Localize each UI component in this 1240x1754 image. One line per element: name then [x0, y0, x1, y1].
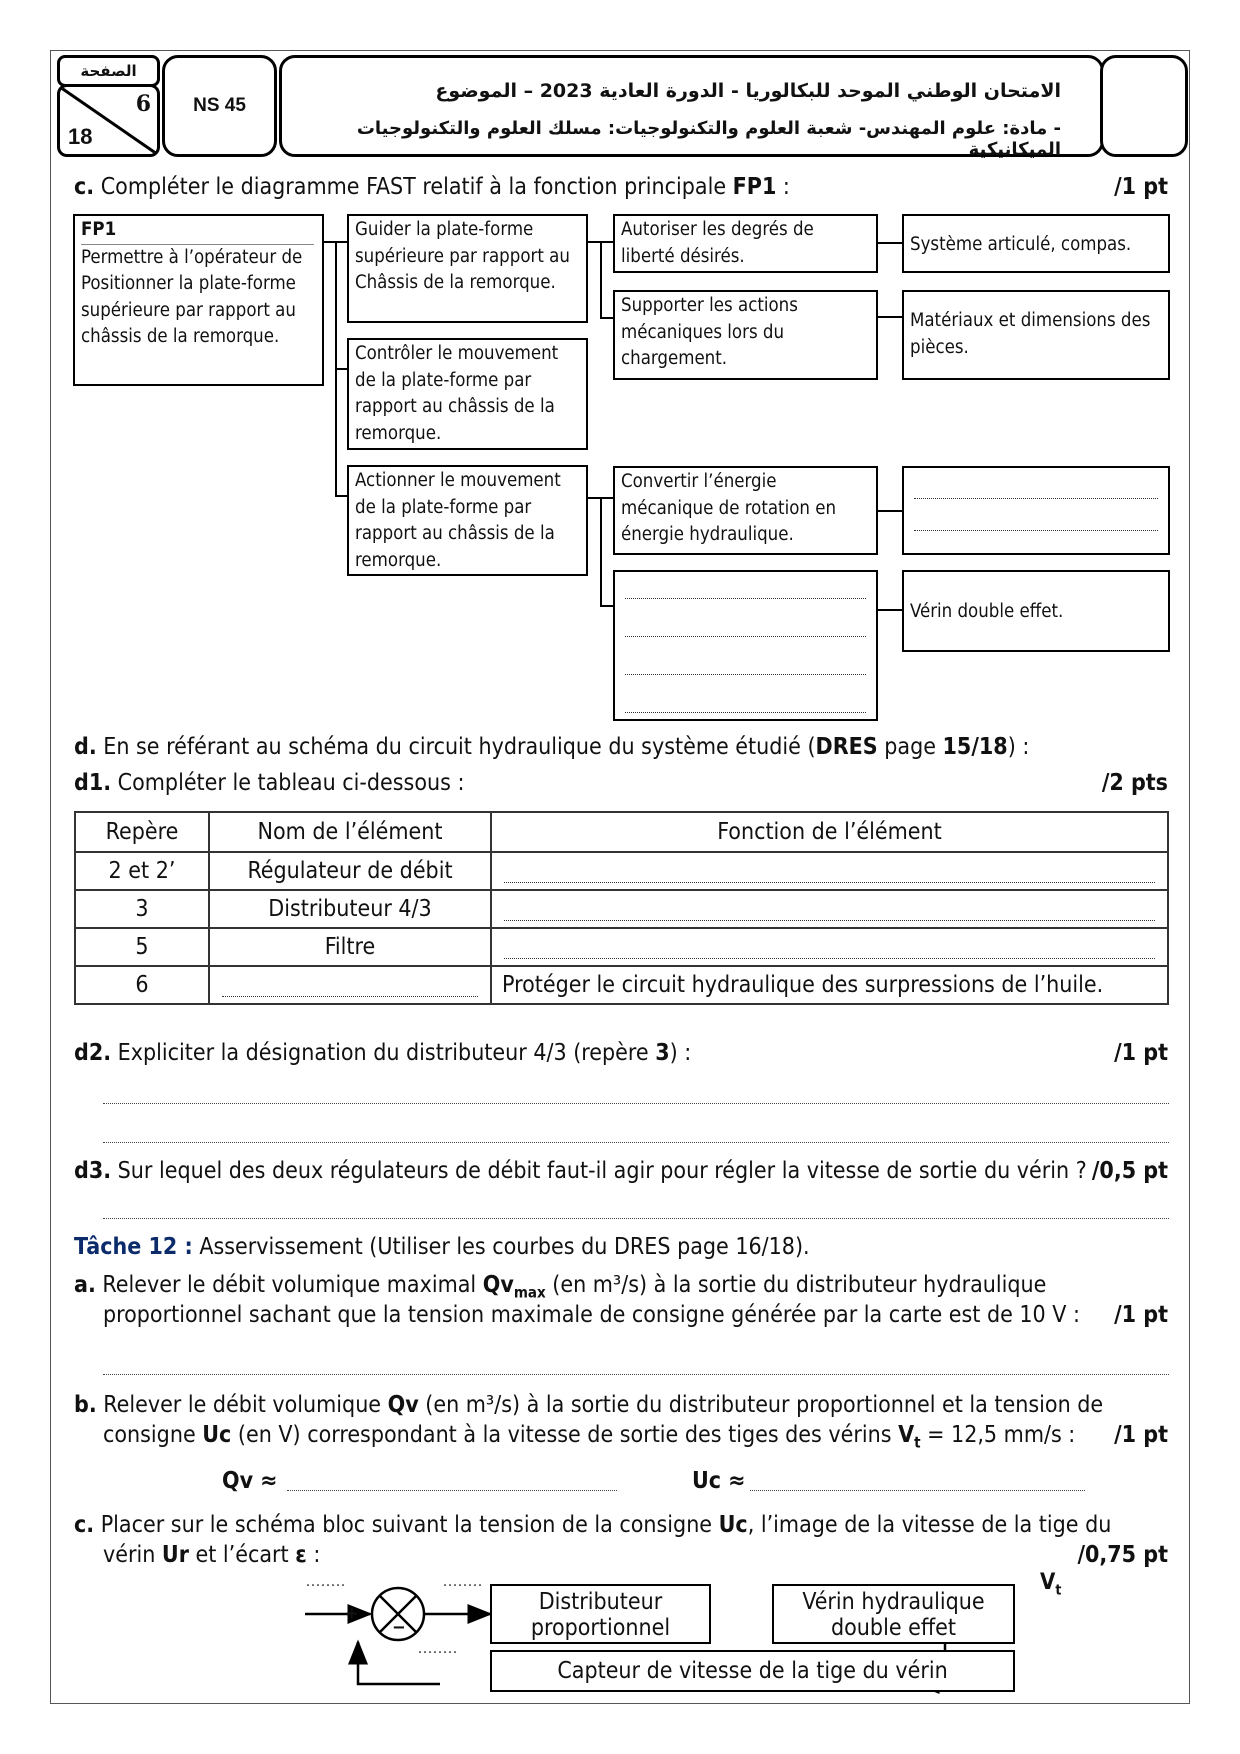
question-text: Compléter le tableau ci-dessous :: [117, 770, 465, 796]
fast-level2-box: Actionner le mouvement de la plate-forme par rapport au châssis de la remorque.: [347, 465, 588, 576]
question-label: d2.: [74, 1040, 112, 1066]
fast-solution-box: Vérin double effet.: [902, 570, 1170, 652]
fast-level2-box: Guider la plate-forme supérieure par rapport au Châssis de la remorque.: [347, 214, 588, 323]
answer-dotted-line[interactable]: [914, 530, 1158, 531]
question-label: d1.: [74, 770, 112, 796]
connector: [335, 241, 347, 243]
connector: [878, 609, 903, 611]
block-sensor: Capteur de vitesse de la tige du vérin: [490, 1650, 1015, 1692]
answer-dotted-line[interactable]: [222, 974, 478, 997]
answer-dotted-line[interactable]: [103, 1142, 1169, 1143]
question-12a-line2: proportionnel sachant que la tension maximale de consigne générée par la carte est de 10 V :: [103, 1302, 1080, 1328]
question-text: Relever le débit volumique maximal: [102, 1272, 483, 1298]
points-12c: /0,75 pt: [1077, 1542, 1168, 1568]
output-label: V: [1040, 1570, 1056, 1595]
table-cell: 6: [75, 966, 209, 1004]
question-text: page: [877, 734, 943, 760]
points-d3: /0,5 pt: [1091, 1158, 1168, 1184]
question-d3: [74, 1158, 1087, 1184]
symbol-subscript: max: [513, 1283, 546, 1302]
connector: [600, 497, 613, 499]
task-subtitle: Asservissement (Utiliser les courbes du DRES: [199, 1234, 671, 1260]
connector: [600, 317, 613, 319]
blank-header-box: [1100, 55, 1188, 157]
answer-dotted-line[interactable]: [103, 1218, 1169, 1219]
connector: [600, 497, 602, 606]
question-label: d.: [74, 734, 97, 760]
question-label: a.: [74, 1272, 96, 1298]
connector: [335, 368, 347, 370]
points-d2: /1 pt: [1114, 1040, 1168, 1066]
connector: [335, 495, 347, 497]
table-answer-cell[interactable]: [209, 966, 491, 1004]
output-label-vt: [1040, 1570, 1061, 1598]
connector: [878, 316, 903, 318]
points-12a: /1 pt: [1114, 1302, 1168, 1328]
error-blank-epsilon[interactable]: ........: [443, 1574, 483, 1590]
question-page-ref: 15/18: [942, 734, 1008, 760]
exam-title-line2: - مادة: علوم المهندس- شعبة العلوم والتكنولوجيات: مسلك العلوم والتكنولوجيات الميكانيكية: [356, 118, 1061, 160]
symbol-uc: Uc: [202, 1422, 232, 1448]
qv-answer-label: Qv ≈: [222, 1468, 278, 1494]
question-text: Sur lequel des deux régulateurs de débit faut-il agir pour régler la vitesse de sortie du vérin ?: [117, 1158, 1087, 1184]
symbol-qv: Qv: [387, 1392, 419, 1418]
symbol-epsilon: ε: [295, 1542, 307, 1568]
connector: [600, 605, 613, 607]
question-d2: [74, 1040, 691, 1066]
question-12c-line2: [103, 1542, 320, 1568]
table-cell: Filtre: [209, 928, 491, 966]
fast-solution-box: Système articulé, compas.: [902, 214, 1170, 273]
question-text: Compléter le diagramme FAST relatif à la fonction principale: [100, 174, 727, 200]
table-row: [75, 852, 1168, 890]
question-12b-line1: [74, 1392, 1103, 1418]
fast-fp1-title: FP1: [81, 217, 314, 245]
page-label: الصفحة: [57, 55, 160, 87]
answer-dotted-line[interactable]: [504, 898, 1155, 921]
table-row: [75, 890, 1168, 928]
answer-dotted-line[interactable]: [625, 712, 866, 713]
minus-sign: −: [392, 1617, 406, 1638]
symbol-ur: Ur: [161, 1542, 189, 1568]
points-12b: /1 pt: [1114, 1422, 1168, 1448]
question-text: ) :: [1007, 734, 1030, 760]
question-text: Placer sur le schéma bloc suivant la tension de la consigne: [100, 1512, 719, 1538]
answer-dotted-line[interactable]: [504, 936, 1155, 959]
question-label: c.: [74, 174, 95, 200]
question-suffix: :: [776, 174, 790, 200]
answer-dotted-line[interactable]: [625, 598, 866, 599]
question-d: [74, 734, 1029, 760]
connector: [600, 241, 602, 318]
fast-solution-box: Matériaux et dimensions des pièces.: [902, 290, 1170, 380]
table-answer-cell[interactable]: [491, 928, 1168, 966]
question-ref: FP1: [732, 174, 777, 200]
exam-code: NS 45: [162, 55, 277, 157]
uc-answer-label: Uc ≈: [692, 1468, 746, 1494]
exam-title-line1: الامتحان الوطني الموحد للبكالوريا - الدورة العادية 2023 – الموضوع: [435, 80, 1061, 102]
fast-level3-box: Convertir l’énergie mécanique de rotation en énergie hydraulique.: [613, 466, 878, 555]
connector: [878, 242, 903, 244]
question-text: , l’image de la vitesse de la tige du: [747, 1512, 1112, 1538]
symbol-qv: Qv: [482, 1272, 514, 1298]
question-12b-line2: [103, 1422, 1075, 1452]
question-text: (en V) correspondant à la vitesse de sortie des tiges des vérins: [231, 1422, 899, 1448]
table-row: [75, 966, 1168, 1004]
points-c: /1 pt: [1114, 174, 1168, 200]
connector: [600, 241, 613, 243]
answer-dotted-line[interactable]: [504, 860, 1155, 883]
fast-solution-blank-box[interactable]: [902, 466, 1170, 555]
fast-level3-box: Autoriser les degrés de liberté désirés.: [613, 214, 878, 273]
answer-dotted-line[interactable]: [103, 1374, 1169, 1375]
table-header: Nom de l’élément: [209, 812, 491, 852]
elements-table: [74, 811, 1169, 1005]
table-row: [75, 928, 1168, 966]
table-cell: 2 et 2’: [75, 852, 209, 890]
connector: [878, 510, 903, 512]
fast-level3-blank-box[interactable]: [613, 570, 878, 721]
table-cell: 5: [75, 928, 209, 966]
table-answer-cell[interactable]: [491, 852, 1168, 890]
answer-dotted-line[interactable]: [103, 1103, 1169, 1104]
uc-answer-field[interactable]: [750, 1490, 1085, 1491]
question-text: (en m³/s) à la sortie du distributeur proportionnel et la tension de: [418, 1392, 1104, 1418]
block-verin: Vérin hydraulique double effet: [772, 1584, 1015, 1644]
question-ref: 3: [655, 1040, 670, 1066]
question-d1: [74, 770, 464, 796]
symbol-uc: Uc: [718, 1512, 748, 1538]
question-text: ) :: [669, 1040, 692, 1066]
question-text: consigne: [103, 1422, 203, 1448]
plus-sign: +: [345, 1603, 359, 1624]
question-ref: DRES: [815, 734, 878, 760]
table-cell: 3: [75, 890, 209, 928]
question-label: d3.: [74, 1158, 112, 1184]
symbol-vt: V: [898, 1422, 915, 1448]
page-total: 18: [68, 124, 93, 149]
question-text: En se référant au schéma du circuit hydraulique du système étudié (: [103, 734, 816, 760]
question-text: :: [306, 1542, 321, 1568]
table-cell: Régulateur de débit: [209, 852, 491, 890]
question-text: = 12,5 mm/s :: [920, 1422, 1076, 1448]
task-12-heading: [74, 1234, 810, 1260]
table-header: Fonction de l’élément: [491, 812, 1168, 852]
fast-level2-box: Contrôler le mouvement de la plate-forme par rapport au châssis de la remorque.: [347, 338, 588, 450]
answer-dotted-line[interactable]: [625, 636, 866, 637]
question-12c-line1: [74, 1512, 1111, 1538]
answer-dotted-line[interactable]: [625, 674, 866, 675]
fast-level3-box: Supporter les actions mécaniques lors du chargement.: [613, 290, 878, 380]
fast-fp1-box: [73, 214, 324, 386]
table-header-row: [75, 812, 1168, 852]
points-d1: /2 pts: [1101, 770, 1168, 796]
question-label: c.: [74, 1512, 95, 1538]
question-12a-line1: [74, 1272, 1046, 1302]
table-header: Repère: [75, 812, 209, 852]
exam-title-box: [279, 55, 1104, 160]
table-cell: Distributeur 4/3: [209, 890, 491, 928]
question-text: et l’écart: [188, 1542, 296, 1568]
question-c: [74, 174, 790, 200]
question-label: b.: [74, 1392, 97, 1418]
answer-dotted-line[interactable]: [914, 498, 1158, 499]
task-title: Tâche 12 :: [74, 1234, 193, 1260]
page-number-box: [57, 84, 160, 157]
table-cell: Protéger le circuit hydraulique des surpressions de l’huile.: [491, 966, 1168, 1004]
table-answer-cell[interactable]: [491, 890, 1168, 928]
question-text: (en m³/s) à la sortie du distributeur hydraulique: [545, 1272, 1047, 1298]
question-text: Expliciter la désignation du distributeur 4/3 (repère: [117, 1040, 656, 1066]
task-subtitle-rest: page 16/18).: [670, 1234, 810, 1260]
question-text: vérin: [103, 1542, 162, 1568]
qv-answer-field[interactable]: [287, 1490, 617, 1491]
page-current: 6: [135, 91, 151, 117]
output-subscript: t: [1055, 1582, 1062, 1599]
fast-fp1-text: Permettre à l’opérateur de Positionner la plate-forme supérieure par rapport au châssis de la remorque.: [81, 246, 303, 347]
input-blank-uc[interactable]: ........: [306, 1574, 346, 1590]
feedback-blank-ur[interactable]: ........: [418, 1641, 458, 1657]
block-distributor: Distributeur proportionnel: [490, 1584, 711, 1644]
symbol-subscript: t: [914, 1433, 921, 1452]
question-text: Relever le débit volumique: [103, 1392, 388, 1418]
